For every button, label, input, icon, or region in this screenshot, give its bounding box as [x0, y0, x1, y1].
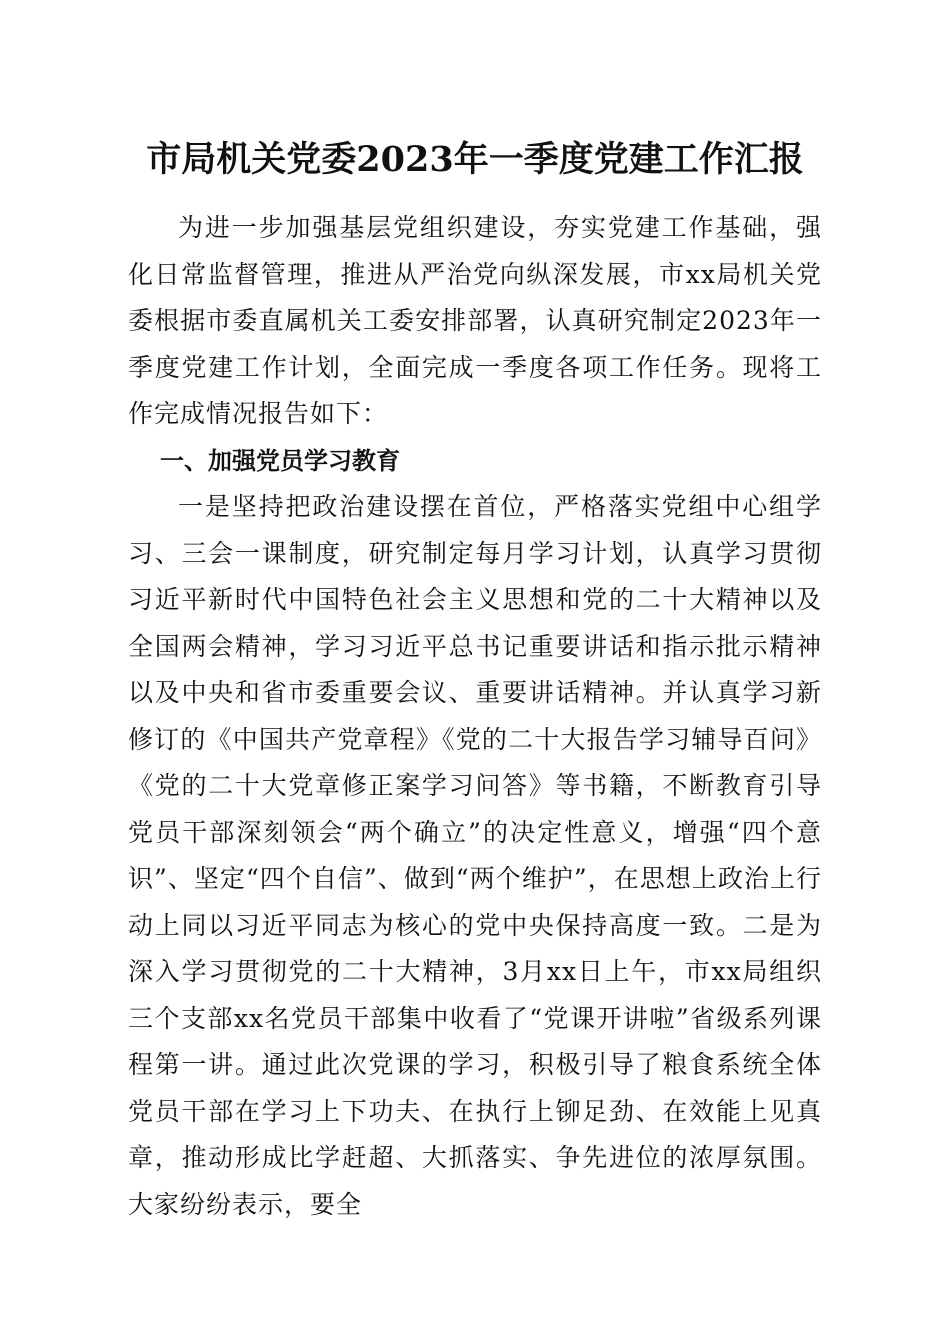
section-heading-1: 一、加强党员学习教育: [160, 446, 400, 475]
document-body: [128, 205, 822, 1228]
section-1-paragraph: 一是坚持把政治建设摆在首位，严格落实党组中心组学习、三会一课制度，研究制定每月学习计划，认真学习贯彻习近平新时代中国特色社会主义思想和党的二十大精神以及全国两会精神，学习习近平总书记重要讲话和指示批示精神以及中央和省市委重要会议、重要讲话精神。并认真学习新修订的《中国共产党章程》《党的二十大报告学习辅导百问》《党的二十大党章修正案学习问答》等书籍，不断教育引导党员干部深刻领会“两个确立”的决定性意义，增强“四个意识”、坚定“四个自信”、做到“两个维护”，在思想上政治上行动上同以习近平同志为核心的党中央保持高度一致。二是为深入学习贯彻党的二十大精神，3月xx日上午，市xx局组织三个支部xx名党员干部集中收看了“党课开讲啦”省级系列课程第一讲。通过此次党课的学习，积极引导了粮食系统全体党员干部在学习上下功夫、在执行上铆足劲、在效能上见真章，推动形成比学赶超、大抓落实、争先进位的浓厚氛围。大家纷纷表示，要全: [128, 492, 822, 1219]
document-title: 市局机关党委2023年一季度党建工作汇报: [146, 139, 804, 180]
intro-paragraph: 为进一步加强基层党组织建设，夯实党建工作基础，强化日常监督管理，推进从严治党向纵深发展，市xx局机关党委根据市委直属机关工委安排部署，认真研究制定2023年一季度党建工作计划，全面完成一季度各项工作任务。现将工作完成情况报告如下：: [128, 213, 822, 428]
